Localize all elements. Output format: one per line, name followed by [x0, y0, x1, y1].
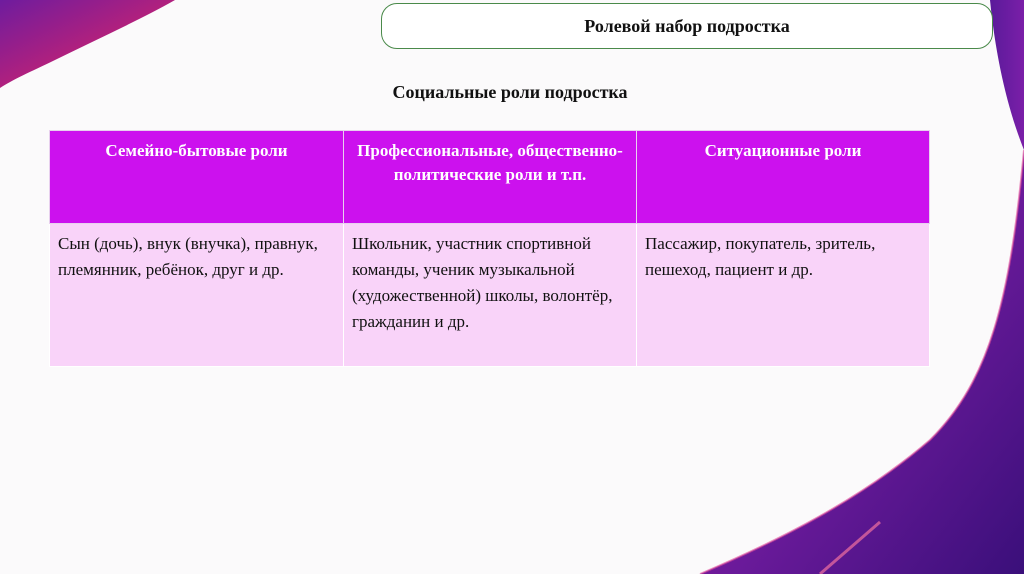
slide-title-box — [381, 3, 993, 49]
column-header-situational: Ситуационные роли — [637, 131, 930, 224]
slide-subtitle: Социальные роли подростка — [392, 82, 628, 102]
table-header-row — [50, 131, 930, 224]
cell-family-roles: Сын (дочь), внук (внучка), правнук, племянник, ребёнок, друг и др. — [50, 224, 344, 367]
column-header-professional: Профессиональные, общественно-политические роли и т.п. — [344, 131, 637, 224]
roles-table — [49, 130, 930, 367]
table-row — [50, 224, 930, 367]
column-header-family: Семейно-бытовые роли — [50, 131, 344, 224]
cell-situational-roles: Пассажир, покупатель, зритель, пешеход, пациент и др. — [637, 224, 930, 367]
cell-professional-roles: Школьник, участник спортивной команды, ученик музыкальной (художественной) школы, волонтёр, гражданин и др. — [344, 224, 637, 367]
slide-title: Ролевой набор подростка — [584, 15, 790, 36]
